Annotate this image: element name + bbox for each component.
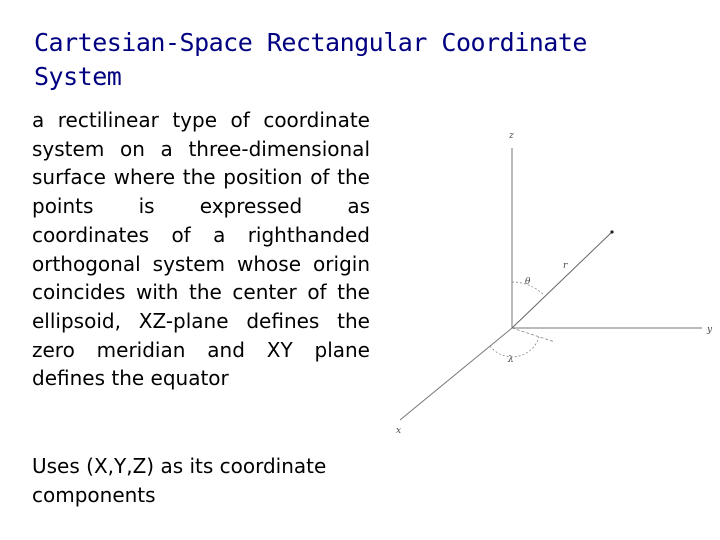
z-axis-label: z: [509, 131, 514, 141]
components-note: Uses (X,Y,Z) as its coordinate components: [32, 454, 327, 507]
lambda-label: λ: [508, 355, 514, 365]
x-axis: [400, 328, 512, 420]
radius-label: r: [563, 261, 568, 271]
y-axis-label: y: [707, 325, 713, 335]
x-axis-label: x: [396, 426, 402, 436]
point-marker: [610, 230, 613, 233]
slide-title: Cartesian-Space Rectangular Coordinate System: [34, 28, 587, 91]
theta-label: θ: [525, 277, 531, 287]
definition-text: a rectilinear type of coordinate system on a three-dimensional surface where the position of the points is expressed as coordinates of a righthanded orthogonal system whose origin coincides with the center of the ellipsoid, XZ-plane defines the zero meridian and XY plane defines the equator: [32, 108, 370, 391]
coordinate-system-diagram: [390, 120, 720, 440]
projection-line: [512, 328, 555, 342]
